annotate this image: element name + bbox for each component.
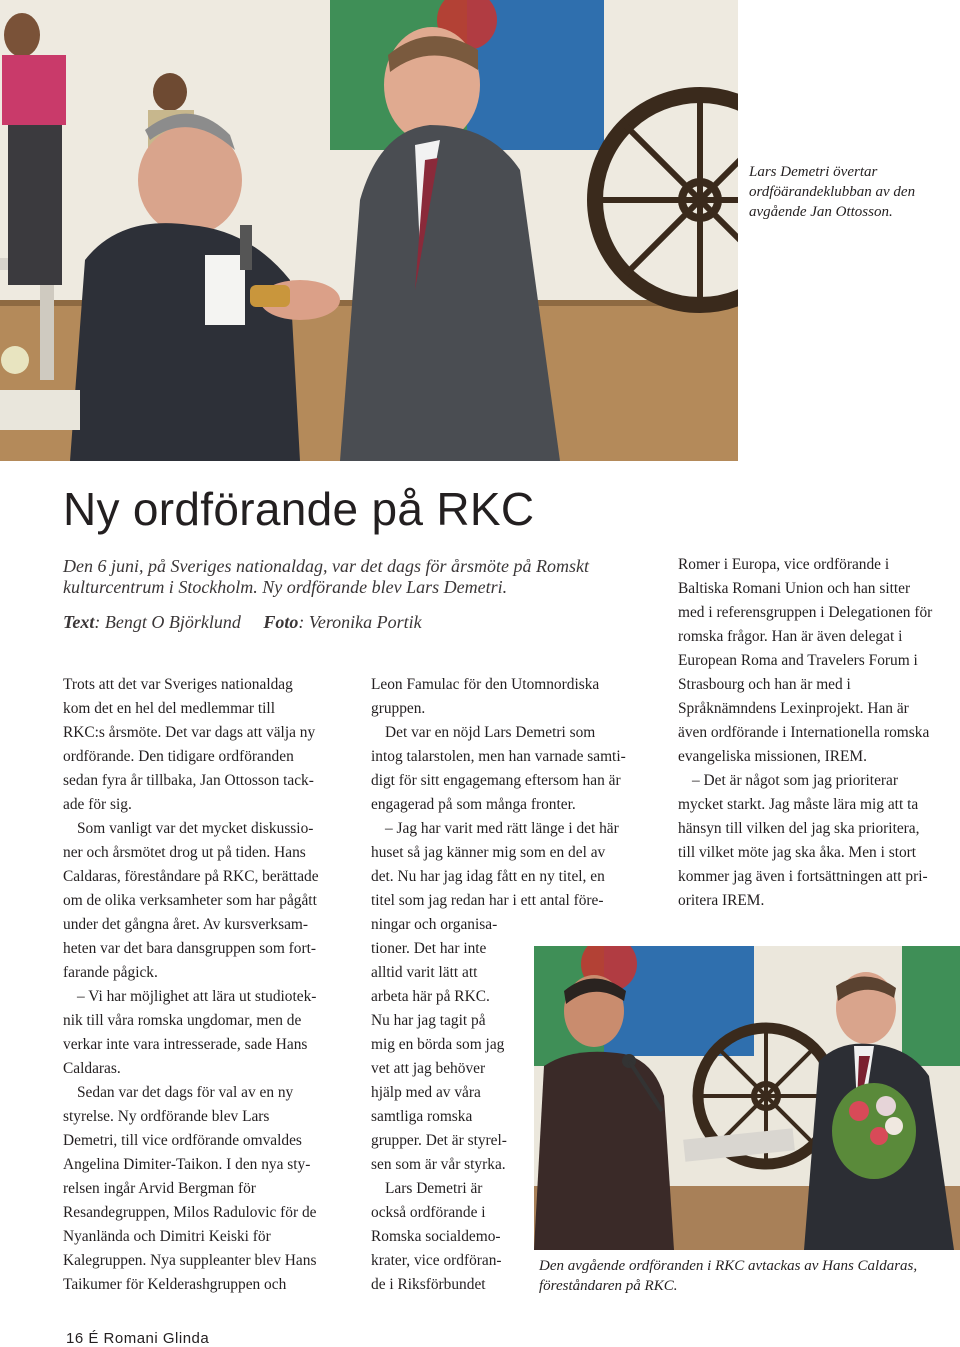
body-line: Resandegruppen, Milos Radulovic för de (63, 1204, 317, 1221)
body-line: Caldaras, föreståndare på RKC, berättade (63, 868, 319, 885)
body-line: gruppen. (371, 700, 426, 717)
intro-text: Den 6 juni, på Sveriges nationaldag, var det dags för årsmöte på Romskt kulturcentrum i Stockholm. Ny ordförande blev Lars Demetri. (63, 556, 589, 597)
body-line: oritera IREM. (678, 892, 765, 909)
body-line: till vilket möte jag ska åka. Men i stort (678, 844, 917, 861)
body-line: evangeliska missionen, IREM. (678, 748, 867, 765)
byline-photo-label: Foto (263, 612, 299, 632)
body-line: vet att jag behöver (371, 1060, 486, 1077)
body-line: Lars Demetri är (385, 1180, 483, 1197)
byline-author: : Bengt O Björklund (94, 612, 241, 632)
body-line: relsen ingår Arvid Bergman för (63, 1180, 256, 1197)
body-line: nik till våra romska ungdomar, men de (63, 1012, 302, 1029)
body-line: hänsyn till vilken del jag ska prioritera, (678, 820, 920, 837)
body-line: även ordförande i Internationella romska (678, 724, 930, 741)
body-line: Caldaras. (63, 1060, 121, 1077)
body-line: Språknämndens Lexinprojekt. Han är (678, 700, 909, 717)
body-line: huset så jag känner mig som en del av (371, 844, 606, 861)
body-line: intog talarstolen, men han varnade samti- (371, 748, 626, 765)
body-line: tioner. Det har inte (371, 940, 487, 957)
byline-photographer: : Veronika Portik (298, 612, 422, 632)
body-line: krater, vice ordföran- (371, 1252, 502, 1269)
top-photo (0, 0, 738, 461)
body-line: mycket starkt. Jag måste lära mig att ta (678, 796, 919, 813)
body-line: heten var det bara dansgruppen som fort- (63, 940, 316, 957)
body-line: ordförande. Den tidigare ordföranden (63, 748, 294, 765)
body-line: Kalegruppen. Nya suppleanter blev Hans (63, 1252, 317, 1269)
body-line: Leon Famulac för den Utomnordiska (371, 676, 600, 693)
body-line: verkar inte vara intresserade, sade Hans (63, 1036, 308, 1053)
headline: Ny ordförande på RKC (63, 483, 535, 535)
body-line: engagerad på som många fronter. (371, 796, 576, 813)
body-line: om de olika verksamheter som har pågått (63, 892, 317, 909)
body-line: Romer i Europa, vice ordförande i (678, 556, 890, 573)
byline-text-label: Text (63, 612, 95, 632)
body-line: med i referensgruppen i Delegationen för (678, 604, 933, 621)
body-column-3 (678, 553, 960, 913)
top-photo-caption: Lars Demetri övertar ordföärandeklubban av den avgående Jan Ottosson. (749, 164, 916, 220)
body-line: hjälp med av våra (371, 1084, 481, 1101)
body-line: sedan fyra år tillbaka, Jan Ottosson tack- (63, 772, 314, 789)
bottom-photo (534, 946, 960, 1250)
body-column-1 (63, 673, 349, 1297)
body-line: titel som jag redan har i ett antal före- (371, 892, 604, 909)
body-line: Demetri, till vice ordförande omvaldes (63, 1132, 302, 1149)
body-line: – Det är något som jag prioriterar (692, 772, 898, 789)
body-line: Baltiska Romani Union och han sitter (678, 580, 911, 597)
body-line: grupper. Det är styrel- (371, 1132, 507, 1149)
body-line: Nyanlända och Dimitri Keiski för (63, 1228, 271, 1245)
body-line: ningar och organisa- (371, 916, 498, 933)
body-line: de i Riksförbundet (371, 1276, 486, 1293)
body-line: kommer jag även i fortsättningen att pri- (678, 868, 928, 885)
body-line: samtliga romska (371, 1108, 473, 1125)
body-line: styrelse. Ny ordförande blev Lars (63, 1108, 270, 1125)
body-line: mig en börda som jag (371, 1036, 505, 1053)
body-line: digt för sitt engagemang eftersom han är (371, 772, 621, 789)
body-line: kom det en hel del medlemmar till (63, 700, 275, 717)
body-line: – Jag har varit med rätt länge i det här (385, 820, 619, 837)
body-line: sen som är vår styrka. (371, 1156, 506, 1173)
body-line: det. Nu har jag idag fått en ny titel, en (371, 868, 605, 885)
page-footer: 16 É Romani Glinda (66, 1330, 210, 1347)
body-line: European Roma and Travelers Forum i (678, 652, 918, 669)
body-line: alltid varit lätt att (371, 964, 478, 981)
body-line: Det var en nöjd Lars Demetri som (385, 724, 596, 741)
body-line: ner och årsmötet drog ut på tiden. Hans (63, 844, 306, 861)
body-line: – Vi har möjlighet att lära ut studiotek- (77, 988, 317, 1005)
body-line: Romska socialdemo- (371, 1228, 501, 1245)
body-line: Strasbourg och han är med i (678, 676, 851, 693)
bottom-photo-caption: Den avgående ordföranden i RKC avtackas av Hans Caldaras, föreståndaren på RKC. (539, 1258, 918, 1294)
body-line: ade för sig. (63, 796, 132, 813)
body-line: Sedan var det dags för val av en ny (77, 1084, 294, 1101)
body-line: Trots att det var Sveriges nationaldag (63, 676, 293, 693)
body-line: under det gångna året. Av kursverksam- (63, 916, 309, 933)
body-line: Som vanligt var det mycket diskussio- (77, 820, 314, 837)
body-line: romska frågor. Han är även delegat i (678, 628, 903, 645)
body-line: RKC:s årsmöte. Det var dags att välja ny (63, 724, 316, 741)
body-line: Taikumer för Kelderashgruppen och (63, 1276, 287, 1293)
body-line: arbeta här på RKC. (371, 988, 490, 1005)
body-line: Nu har jag tagit på (371, 1012, 486, 1029)
body-line: farande pågick. (63, 964, 158, 981)
byline (63, 612, 422, 633)
body-line: Angelina Dimiter-Taikon. I den nya sty- (63, 1156, 311, 1173)
body-line: också ordförande i (371, 1204, 486, 1221)
